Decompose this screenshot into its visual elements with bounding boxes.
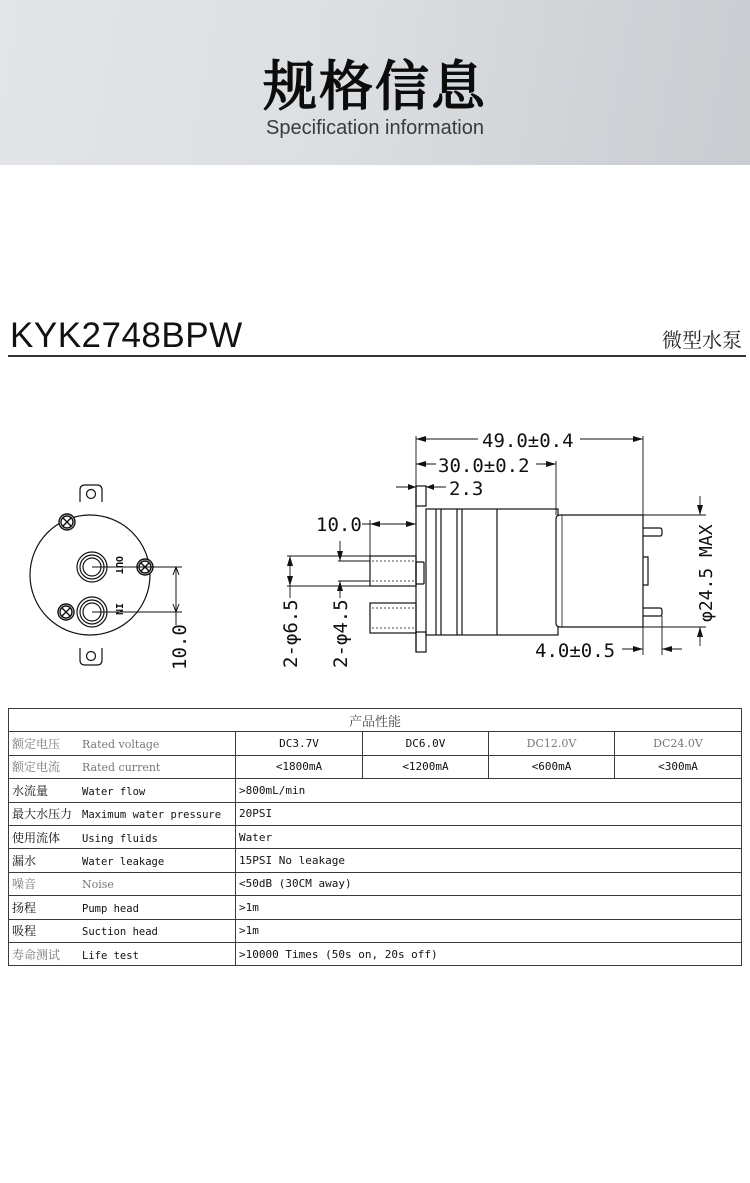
dim-port-spacing: 10.0 [169, 624, 191, 670]
row-value: >1m [236, 896, 742, 919]
side-view [280, 430, 717, 668]
dim-motor-diameter: φ24.5 MAX [696, 524, 717, 622]
dim-terminal-length: 4.0±0.5 [535, 640, 616, 662]
row-value: >1m [236, 919, 742, 942]
page-subtitle: Specification information [266, 117, 484, 139]
table-row: 吸程 Suction head >1m [9, 919, 742, 942]
page-title: 规格信息 [263, 55, 487, 118]
table-row: 使用流体 Using fluids Water [9, 825, 742, 848]
dim-flange-thickness: 2.3 [449, 478, 484, 500]
row-value: <50dB (30CM away) [236, 872, 742, 895]
dim-nozzle-inner: 2-φ4.5 [330, 599, 352, 668]
row-value: Water [236, 825, 742, 848]
row-label: 额定电压 Rated voltage [9, 732, 236, 755]
current-value-3: <600mA [489, 755, 615, 778]
row-value: 15PSI No leakage [236, 849, 742, 872]
technical-drawing [0, 420, 750, 680]
divider [8, 355, 746, 357]
current-value-1: <1800mA [236, 755, 363, 778]
voltage-value-4: DC24.0V [615, 732, 742, 755]
table-caption-row [9, 709, 742, 732]
header-banner [0, 0, 750, 165]
out-port-label: OUT [113, 556, 124, 575]
voltage-value-1: DC3.7V [236, 732, 363, 755]
current-value-2: <1200mA [363, 755, 489, 778]
spec-table [8, 708, 742, 966]
row-value: 20PSI [236, 802, 742, 825]
dim-overall-length: 49.0±0.4 [482, 430, 574, 452]
table-row: 噪音 Noise <50dB (30CM away) [9, 872, 742, 895]
table-row: 扬程 Pump head >1m [9, 896, 742, 919]
table-row-current [9, 755, 742, 778]
model-number: KYK2748BPW [10, 316, 243, 355]
table-row: 水流量 Water flow >800mL/min [9, 779, 742, 802]
current-value-4: <300mA [615, 755, 742, 778]
voltage-value-2: DC6.0V [363, 732, 489, 755]
dim-nozzle-length: 10.0 [316, 514, 362, 536]
dim-body-length: 30.0±0.2 [438, 455, 530, 477]
dim-nozzle-outer: 2-φ6.5 [280, 599, 302, 668]
row-value: >10000 Times (50s on, 20s off) [236, 942, 742, 965]
table-caption: 产品性能 [9, 709, 742, 732]
table-row: 漏水 Water leakage 15PSI No leakage [9, 849, 742, 872]
table-row: 最大水压力 Maximum water pressure 20PSI [9, 802, 742, 825]
in-port-label: IN [113, 603, 124, 616]
row-label: 额定电流 Rated current [9, 755, 236, 778]
row-value: >800mL/min [236, 779, 742, 802]
voltage-value-3: DC12.0V [489, 732, 615, 755]
table-row-voltage [9, 732, 742, 755]
product-type: 微型水泵 [662, 328, 742, 352]
end-view [30, 485, 191, 670]
table-row: 寿命测试 Life test >10000 Times (50s on, 20s off) [9, 942, 742, 965]
